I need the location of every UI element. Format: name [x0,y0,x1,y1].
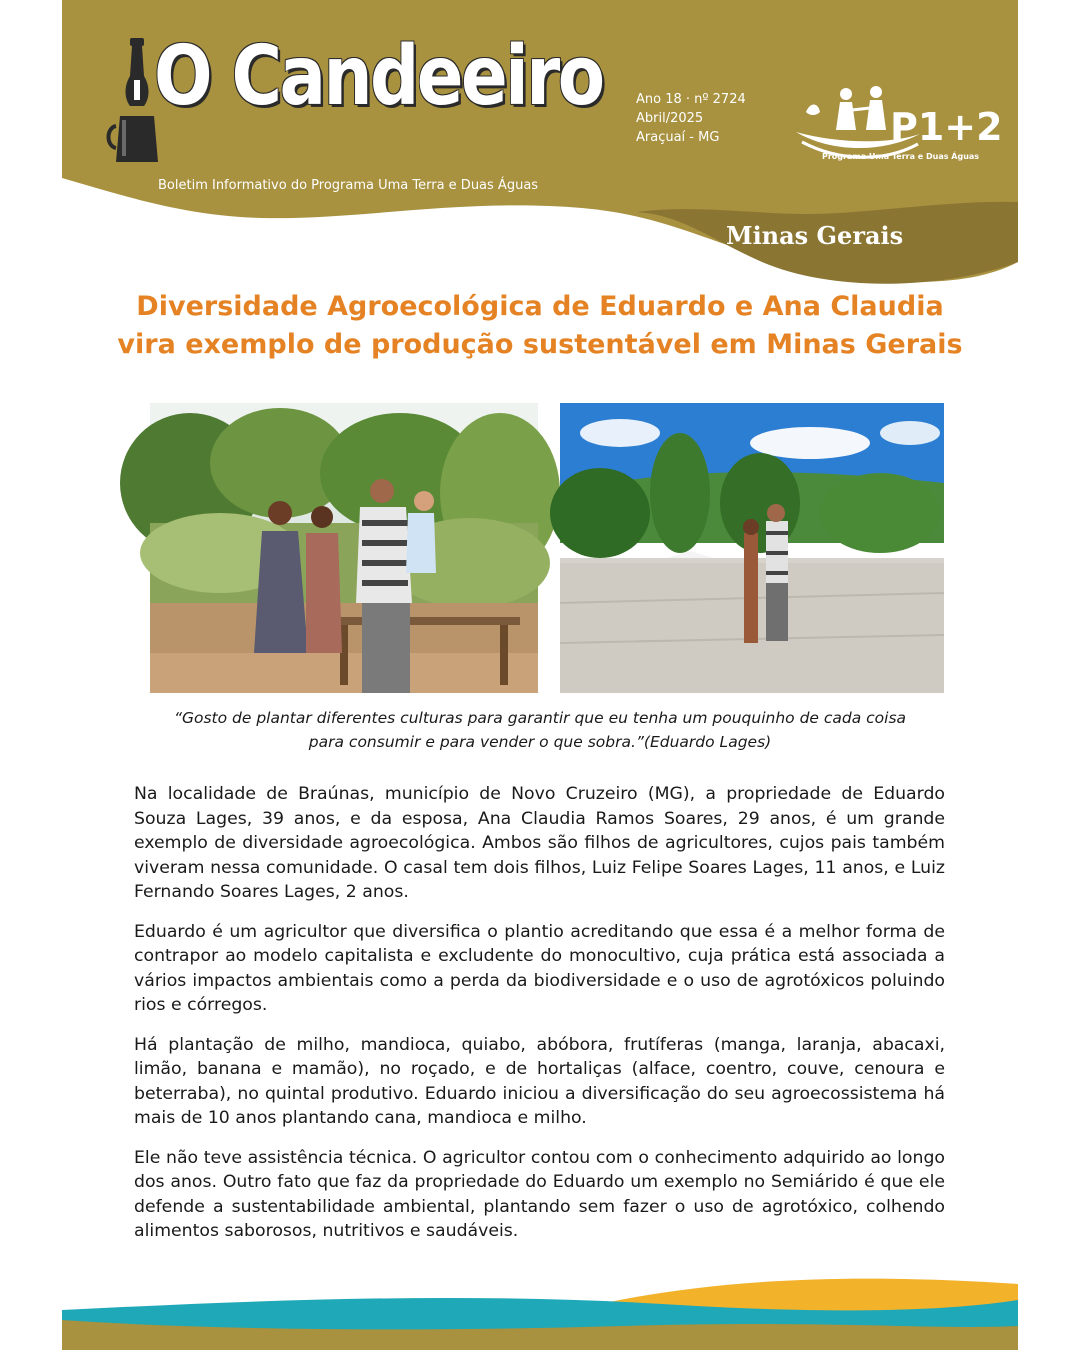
newsletter-logo-title: O Candeeiro [154,29,603,124]
paragraph: Há plantação de milho, mandioca, quiabo, abóbora, frutíferas (manga, laranja, abacaxi, limão, banana e mamão), no roçado, e de hortaliças (alface, coentro, couve, cenoura e beterraba), no quintal produtivo. Eduardo iniciou a diversificação do seu agroecossistema há mais de 10 anos plantando cana, mandioca e milho. [134,1034,945,1128]
paragraph: Ele não teve assistência técnica. O agricultor contou com o conhecimento adquirido ao longo dos anos. Outro fato que faz da propriedade do Eduardo um exemplo no Semiárido é que ele defende a sustentabilidade ambiental, plantando sem fazer o uso de agrotóxico, colhendo alimentos saborosos, nutritivos e saudáveis. [134,1147,945,1241]
family-photo [150,403,538,693]
newsletter-subtitle: Boletim Informativo do Programa Uma Terra e Duas Águas [158,178,539,193]
caption-line-2: para consumir e para vender o que sobra.”(Eduardo Lages) [308,733,772,751]
caption-line-1: “Gosto de plantar diferentes culturas para garantir que eu tenha um pouquinho de cada coisa [173,709,907,727]
landscape-photo [560,403,944,693]
headline-line-1: Diversidade Agroecológica de Eduardo e Ana Claudia [136,291,944,322]
article-headline [102,288,978,364]
issue-date: Abril/2025 [636,111,704,126]
p12-logo-subtitle: Programa Uma Terra e Duas Águas [822,152,980,161]
photo-caption [132,706,948,754]
footer-waves [62,1270,1018,1350]
issue-number: Ano 18 · nº 2724 [636,92,746,107]
paragraph: Na localidade de Braúnas, município de Novo Cruzeiro (MG), a propriedade de Eduardo Souza Lages, 39 anos, e da esposa, Ana Claudia Ramos Soares, 29 anos, é um grande exemplo de diversidade agroecológica. Ambos são filhos de agricultores, cujos pais também viveram nessa comunidade. O casal tem dois filhos, Luiz Felipe Soares Lages, 11 anos, e Luiz Fernando Soares Lages, 2 anos. [134,784,945,902]
svg-text:P1+2: P1+2 [890,105,1003,149]
issue-location: Araçuaí - MG [636,130,720,145]
article-body [134,782,945,1259]
region-label: Minas Gerais [726,221,904,250]
headline-line-2: vira exemplo de produção sustentável em Minas Gerais [117,329,963,360]
newsletter-page [62,0,1018,1350]
issue-info [636,90,746,147]
paragraph: Eduardo é um agricultor que diversifica o plantio acreditando que essa é a melhor forma de contrapor ao modelo capitalista e excludente do monocultivo, cuja prática está associada a vários impactos ambientais como a perda da biodiversidade e o uso de agrotóxicos poluindo rios e córregos. [134,921,945,1015]
